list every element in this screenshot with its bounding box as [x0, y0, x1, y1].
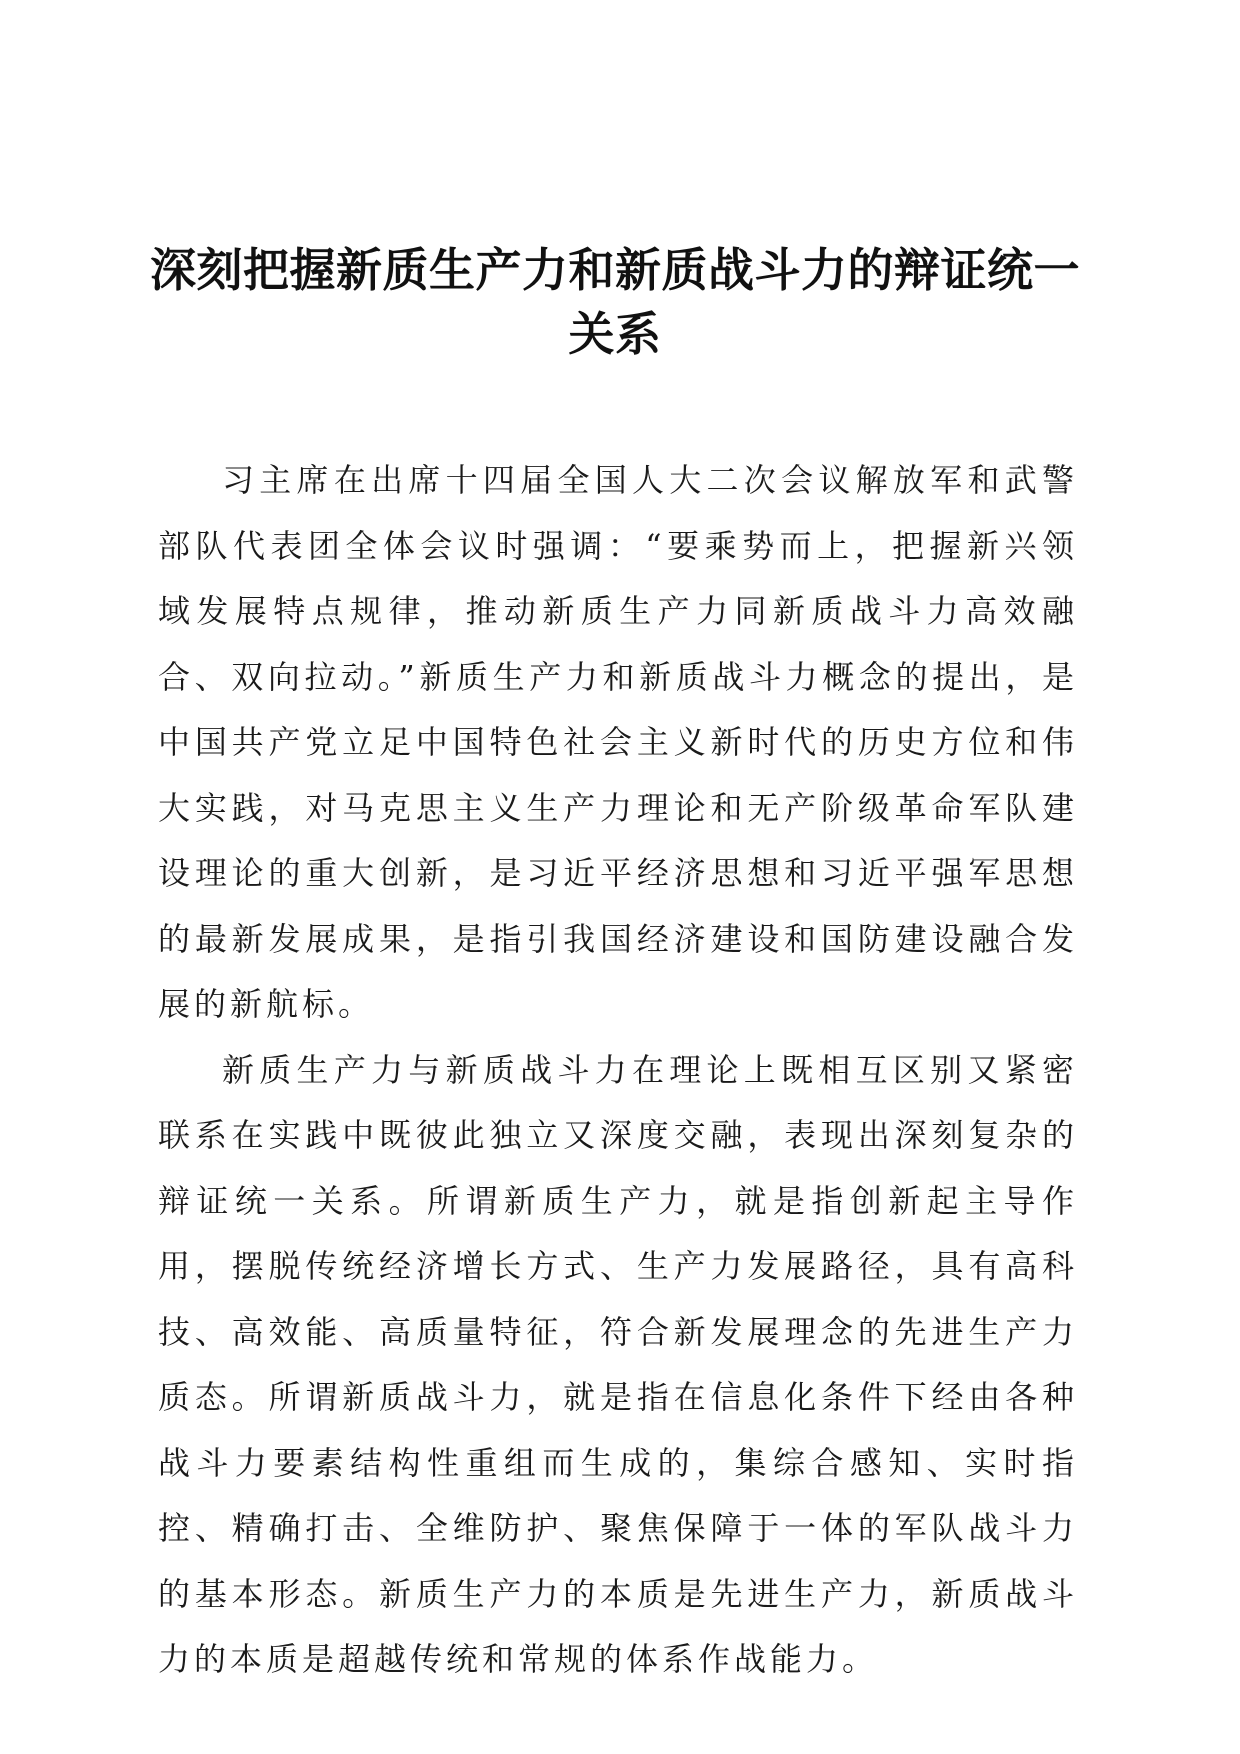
document-body — [158, 448, 1078, 1693]
document-title: 深刻把握新质生产力和新质战斗力的辩证统一关系 — [150, 243, 1080, 361]
paragraph-1: 习主席在出席十四届全国人大二次会议解放军和武警部队代表团全体会议时强调：“要乘势而上，把握新兴领域发展特点规律，推动新质生产力同新质战斗力高效融合、双向拉动。”新质生产力和新质战斗力概念的提出，是中国共产党立足中国特色社会主义新时代的历史方位和伟大实践，对马克思主义生产力理论和无产阶级革命军队建设理论的重大创新，是习近平经济思想和习近平强军思想的最新发展成果，是指引我国经济建设和国防建设融合发展的新航标。 — [158, 461, 1078, 1023]
paragraph-2: 新质生产力与新质战斗力在理论上既相互区别又紧密联系在实践中既彼此独立又深度交融，表现出深刻复杂的辩证统一关系。所谓新质生产力，就是指创新起主导作用，摆脱传统经济增长方式、生产力发展路径，具有高科技、高效能、高质量特征，符合新发展理念的先进生产力质态。所谓新质战斗力，就是指在信息化条件下经由各种战斗力要素结构性重组而生成的，集综合感知、实时指控、精确打击、全维防护、聚焦保障于一体的军队战斗力的基本形态。新质生产力的本质是先进生产力，新质战斗力的本质是超越传统和常规的体系作战能力。 — [158, 1050, 1078, 1678]
